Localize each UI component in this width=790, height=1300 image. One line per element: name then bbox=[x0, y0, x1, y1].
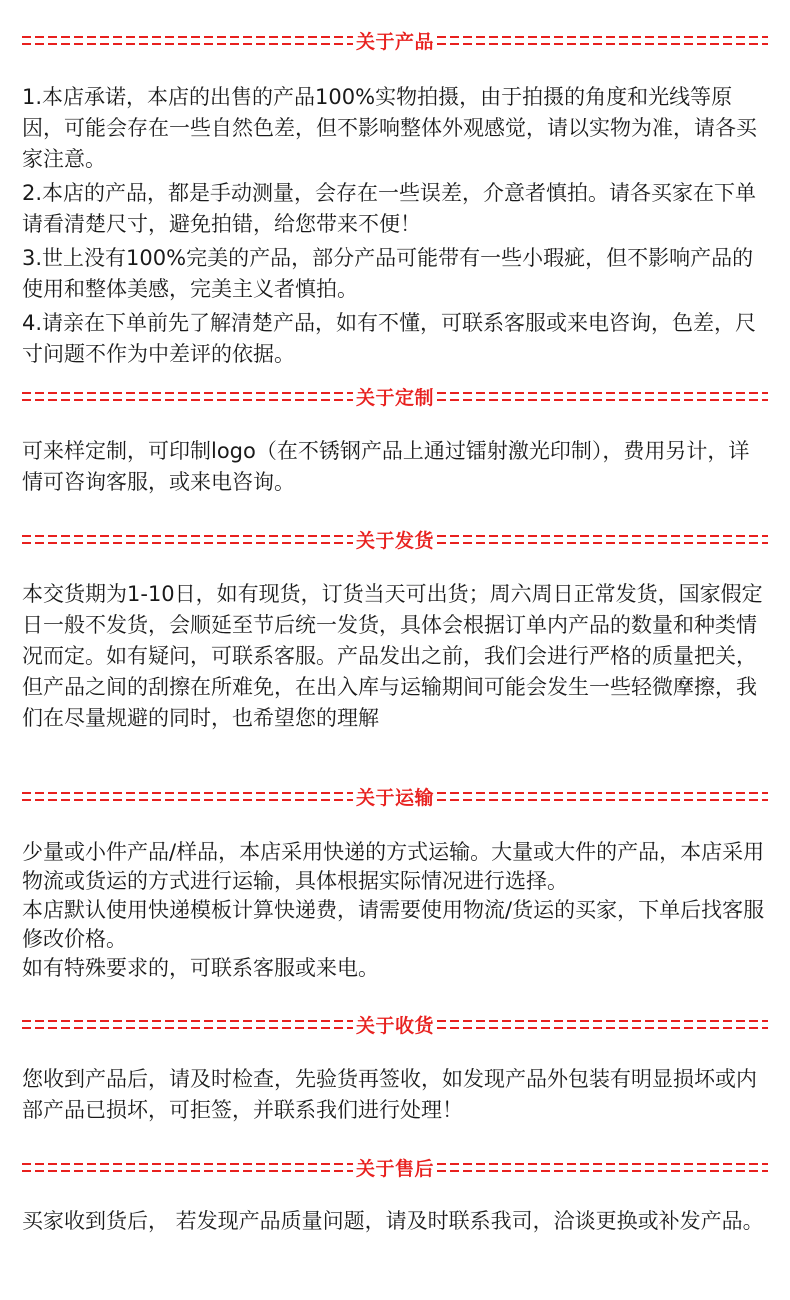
section-title: 关于产品 bbox=[356, 30, 435, 53]
transport-text bbox=[22, 838, 768, 983]
divider-left bbox=[22, 392, 353, 401]
divider-right bbox=[437, 1163, 768, 1172]
receiving-paragraph: 您收到产品后，请及时检查，先验货再签收，如发现产品外包装有明显损坏或内部产品已损坏，可拒签，并联系我们进行处理！ bbox=[22, 1067, 757, 1122]
section-header-aftersale bbox=[22, 1155, 768, 1179]
section-title: 关于运输 bbox=[356, 786, 435, 809]
divider-right bbox=[437, 1020, 768, 1029]
transport-line-3: 如有特殊要求的，可联系客服或来电。 bbox=[22, 956, 379, 980]
divider-right bbox=[437, 36, 768, 45]
product-note-4: 4.请亲在下单前先了解清楚产品，如有不懂，可联系客服或来电咨询，色差，尺寸问题不作为中差评的依据。 bbox=[22, 311, 757, 366]
divider-right bbox=[437, 535, 768, 544]
section-title: 关于售后 bbox=[356, 1157, 435, 1180]
product-note-1: 1.本店承诺，本店的出售的产品100%实物拍摄，由于拍摄的角度和光线等原因，可能会存在一些自然色差，但不影响整体外观感觉，请以实物为准，请各买家注意。 bbox=[22, 85, 757, 171]
aftersale-paragraph: 买家收到货后， 若发现产品质量问题，请及时联系我司，洽谈更换或补发产品。 bbox=[22, 1209, 764, 1233]
section-header-transport bbox=[22, 784, 768, 808]
section-header-custom bbox=[22, 384, 768, 408]
transport-line-2: 本店默认使用快递模板计算快递费，请需要使用物流/货运的买家，下单后找客服修改价格。 bbox=[22, 898, 765, 951]
product-notes bbox=[22, 82, 768, 370]
section-header-product bbox=[22, 28, 768, 52]
divider-left bbox=[22, 36, 353, 45]
aftersale-text bbox=[22, 1206, 768, 1237]
divider-right bbox=[437, 392, 768, 401]
section-title: 关于收货 bbox=[356, 1014, 435, 1037]
shipping-paragraph: 本交货期为1-10日，如有现货，订货当天可出货；周六周日正常发货，国家假定日一般不发货，会顺延至节后统一发货，具体会根据订单内产品的数量和种类情况而定。如有疑问，可联系客服。产品发出之前，我们会进行严格的质量把关，但产品之间的刮擦在所难免，在出入库与运输期间可能会发生一些轻微摩擦，我们在尽量规避的同时，也希望您的理解 bbox=[22, 582, 763, 730]
divider-left bbox=[22, 792, 353, 801]
section-header-shipping bbox=[22, 527, 768, 551]
custom-text bbox=[22, 436, 768, 498]
transport-line-1: 少量或小件产品/样品，本店采用快递的方式运输。大量或大件的产品，本店采用物流或货运的方式进行运输，具体根据实际情况进行选择。 bbox=[22, 840, 765, 893]
custom-paragraph: 可来样定制，可印制logo（在不锈钢产品上通过镭射激光印制），费用另计，详情可咨询客服，或来电咨询。 bbox=[22, 439, 750, 494]
shipping-text bbox=[22, 579, 768, 734]
section-header-receiving bbox=[22, 1012, 768, 1036]
product-note-3: 3.世上没有100%完美的产品，部分产品可能带有一些小瑕疵，但不影响产品的使用和整体美感，完美主义者慎拍。 bbox=[22, 246, 754, 301]
receiving-text bbox=[22, 1064, 768, 1126]
section-title: 关于定制 bbox=[356, 386, 435, 409]
divider-left bbox=[22, 1020, 353, 1029]
divider-right bbox=[437, 792, 768, 801]
product-note-2: 2.本店的产品，都是手动测量，会存在一些误差，介意者慎拍。请各买家在下单请看清楚尺寸，避免拍错，给您带来不便！ bbox=[22, 181, 757, 236]
section-title: 关于发货 bbox=[356, 529, 435, 552]
divider-left bbox=[22, 535, 353, 544]
divider-left bbox=[22, 1163, 353, 1172]
